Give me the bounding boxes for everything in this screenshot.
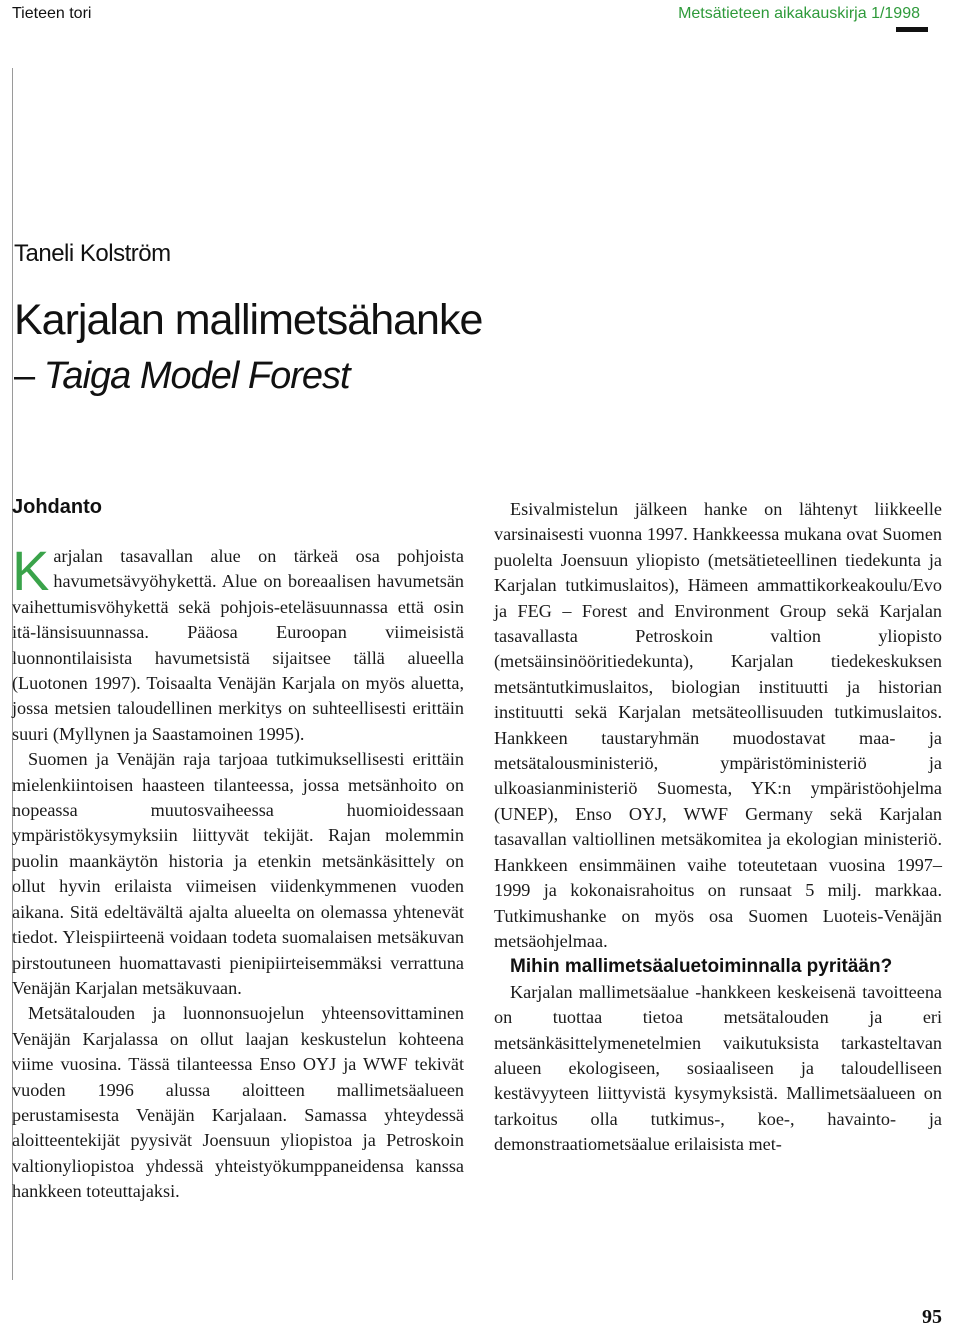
section-heading-johdanto: Johdanto <box>12 496 102 518</box>
left-column <box>12 539 464 1205</box>
paragraph: Karjalan mallimetsäalue -hankkeen keskeisenä tavoitteena on tuottaa tietoa metsätalouden ja eri metsänkäsittelymenetelmien vaikutuksista tarkasteltavan alueen ekologiseen, sosiaaliseen ja taloudelliseen kestävyyteen liittyvistä kysymyksistä. Mallimetsäalueen on tarkoitus olla tutkimus-, koe-, havainto- ja demonstraatiometsäalue erilaisista met- <box>494 981 942 1155</box>
page-number: 95 <box>922 1306 942 1328</box>
section-label: Tieteen tori <box>12 5 92 22</box>
section-heading-goals: Mihin mallimetsäaluetoiminnalla pyritään? <box>510 956 893 978</box>
paragraph: Esivalmistelun jälkeen hanke on lähtenyt liikkeelle varsinaisesti vuonna 1997. Hankkeessa mukana ovat Suomen puolelta Joensuun yliopisto (metsätieteellinen tiedekunta ja Karjalan tutkimuslaitos), Hämeen ammattikorkeakoulu/Evo ja FEG – Forest and Environment Group sekä Karjalan tasavallasta Petroskoin valtion yliopisto (metsäinsinööritiedekunta), Karjalan tiedekeskuksen metsäntutkimuslaitos, biologian instituutti ja historian instituutti sekä Karjalan metsäteollisuuden tutkimuslaitos. Hankkeen taustaryhmän muodostavat maa- ja metsätalousministeriö, ympäristöministeriö ja ulkoasianministeriö Suomesta, YK:n ympäristöohjelma (UNEP), Enso OYJ, WWF Germany sekä Karjalan tasavallan valtiollinen metsäkomitea ja ekologian ministeriö. Hankkeen ensimmäinen vaihe toteutetaan vuosina 1997–1999 ja kokonaisrahoitus on runsaat 5 milj. markkaa. Tutkimushanke on myös osa Suomen Luoteis-Venäjän metsäohjelmaa. <box>494 499 942 951</box>
right-column <box>494 497 942 1158</box>
running-header <box>0 0 960 30</box>
paragraph-text: arjalan tasavallan alue on tärkeä osa pohjoista havumetsävyöhykettä. Alue on boreaalisen havumetsän vaihettumisvöhykettä sekä pohjois-eteläsuunnassa että osin itä-länsisuunnassa. Pääosa Euroopan viimeisistä luonnontilaisista havumetsistä sijaitsee tällä alueella (Luotonen 1997). Toisaalta Venäjän Karjala on myös aluetta, jossa metsien taloudellinen merkitys on suhteellisesti erittäin suuri (Myllynen ja Saastamoinen 1995). <box>12 546 464 744</box>
paragraph: Metsätalouden ja luonnonsuojelun yhteensovittaminen Venäjän Karjalassa on ollut laajan keskustelun kohteena viime vuosina. Tässä tilanteessa Enso OYJ ja WWF tekivät vuoden 1996 alussa aloitteen mallimetsäalueen perustamisesta Venäjän Karjalaan. Samassa yhteydessä aloitteentekijät pyysivät Joensuun yliopistoa ja Petroskoin valtionyliopistoa yhdessä yhteistyökumppaneidensa kanssa hankkeen toteuttajaksi. <box>12 1003 464 1202</box>
drop-cap: K <box>12 539 50 602</box>
paragraph: Suomen ja Venäjän raja tarjoaa tutkimuksellisesti erittäin mielenkiintoisen haasteen tilanteessa, jossa metsänhoito on nopeassa muutosvaiheessa huomioidessaan ympäristökysymyksiin liittyvät tekijät. Rajan molemmin puolin maankäytön historia ja etenkin metsänkäsittely on ollut hyvin erilaista viimeisen viidenkymmenen vuoden aikana. Sitä edeltävältä ajalta alueelta on olemassa yhtenevät tiedot. Yleispiirteenä voidaan todeta suomalaisen metsäkuvan pirstoutuneen huomattavasti pienipiirteisemmäksi verrattuna Venäjän Karjalan metsäkuvaan. <box>12 749 464 998</box>
paragraph <box>12 539 464 747</box>
journal-label: Metsätieteen aikakauskirja 1/1998 <box>678 5 920 22</box>
subtitle-text: Taiga Model Forest <box>43 355 350 397</box>
author-name: Taneli Kolström <box>14 240 171 267</box>
header-bar <box>896 27 928 32</box>
article-title: Karjalan mallimetsähanke <box>14 296 483 344</box>
subtitle-dash: – <box>14 355 35 397</box>
article-subtitle <box>14 355 350 398</box>
